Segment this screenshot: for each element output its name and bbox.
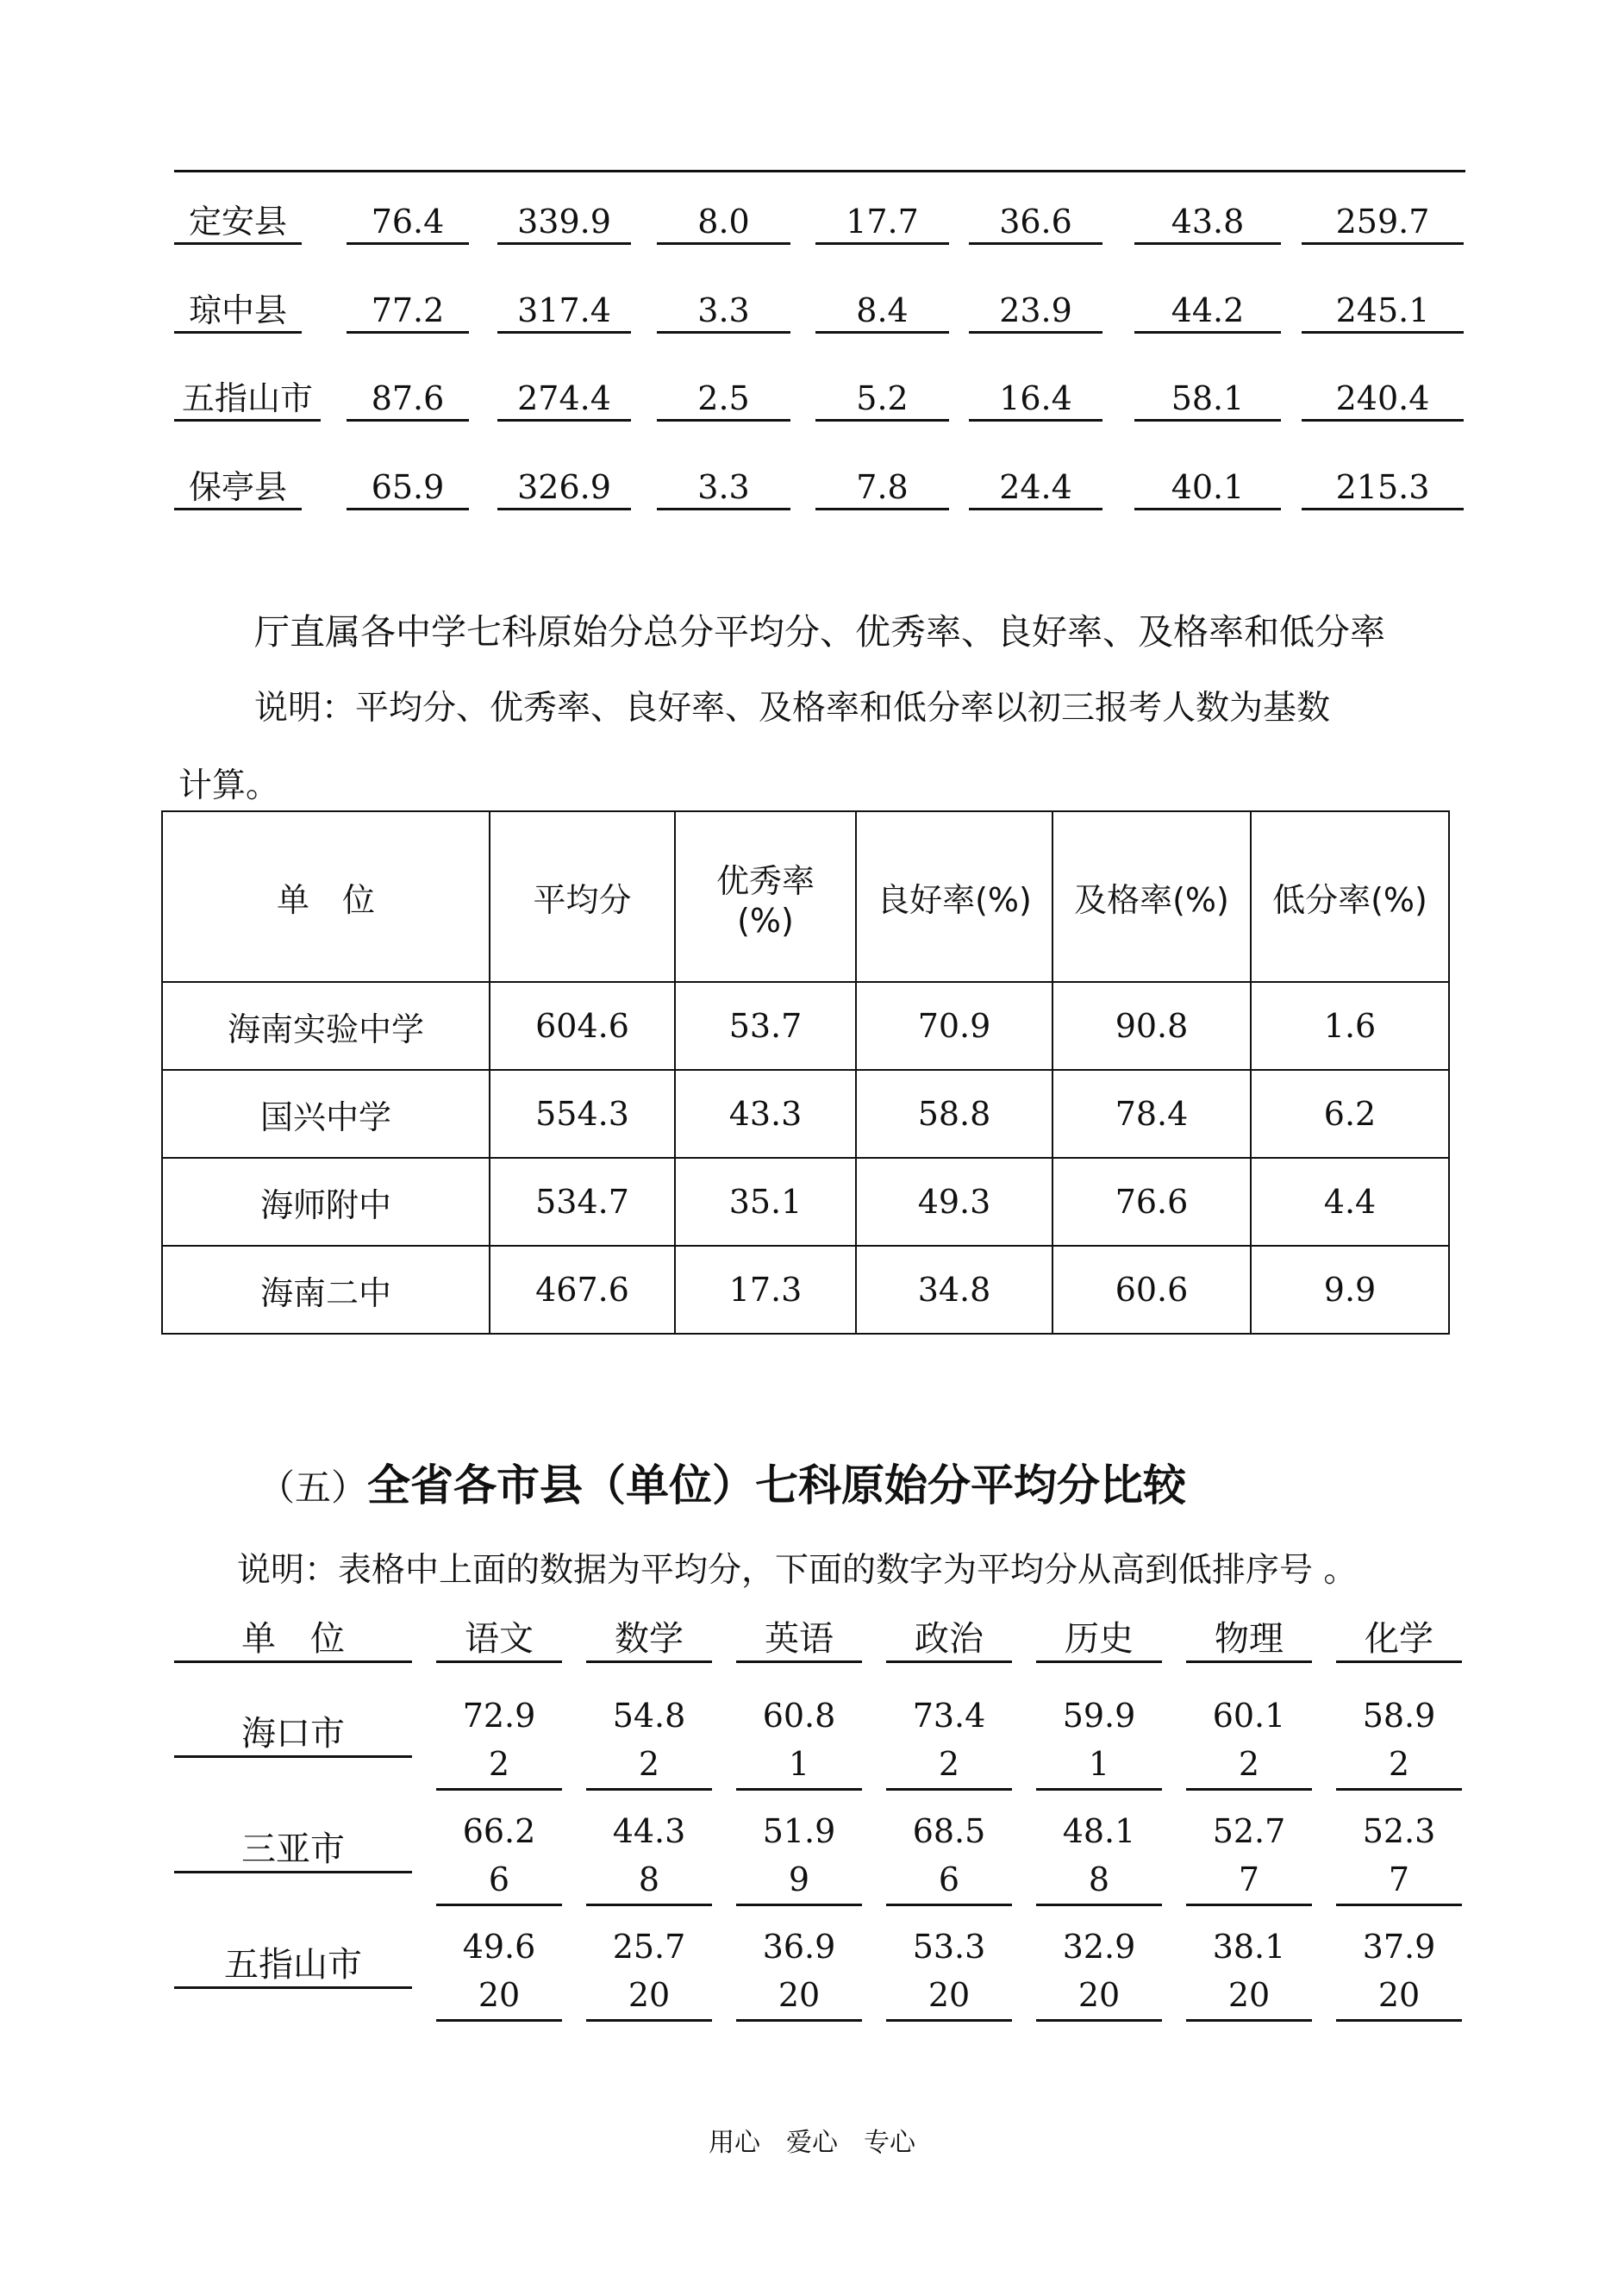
rank-number: 9 [788, 1860, 810, 1898]
comparison-note: 说明：表格中上面的数据为平均分，下面的数字为平均分从高到低排序号 。 [237, 1551, 1358, 1590]
average-score: 53.3 [912, 1928, 986, 1966]
county-value: 87.6 [347, 378, 469, 422]
county-value: 8.4 [815, 290, 949, 334]
table-row [162, 1158, 1449, 1246]
county-value: 339.9 [497, 201, 631, 245]
score-cell [886, 1807, 1012, 1906]
rank-number: 6 [938, 1860, 960, 1898]
table-cell: 53.7 [675, 982, 856, 1070]
rank-number: 20 [1077, 1976, 1121, 2014]
table-cell: 60.6 [1052, 1246, 1251, 1334]
rank-number: 20 [478, 1976, 521, 2014]
average-score: 32.9 [1062, 1928, 1136, 1966]
table-cell: 9.9 [1251, 1246, 1449, 1334]
county-value: 58.1 [1134, 378, 1281, 422]
average-score: 37.9 [1362, 1928, 1436, 1966]
table-cell: 604.6 [490, 982, 675, 1070]
county-value: 65.9 [347, 466, 469, 510]
subject-header: 政治 [886, 1617, 1012, 1663]
subject-header: 数学 [586, 1617, 712, 1663]
rank-number: 7 [1238, 1860, 1260, 1898]
score-cell [1036, 1692, 1162, 1791]
county-value: 2.5 [657, 378, 790, 422]
city-name: 五指山市 [174, 1943, 412, 1989]
average-score: 49.6 [462, 1928, 536, 1966]
county-value: 215.3 [1302, 466, 1464, 510]
county-value: 245.1 [1302, 290, 1464, 334]
county-value: 40.1 [1134, 466, 1281, 510]
rank-number: 2 [638, 1745, 660, 1783]
rank-number: 2 [1388, 1745, 1410, 1783]
table-cell: 1.6 [1251, 982, 1449, 1070]
county-name: 保亭县 [174, 466, 302, 510]
average-score: 66.2 [462, 1812, 536, 1850]
score-cell [1336, 1692, 1462, 1791]
header-pass-rate: 及格率(%) [1052, 811, 1251, 982]
table-cell: 34.8 [856, 1246, 1052, 1334]
county-value: 274.4 [497, 378, 631, 422]
county-value: 7.8 [815, 466, 949, 510]
subject-header: 物理 [1186, 1617, 1312, 1663]
school-name: 海南实验中学 [162, 982, 490, 1070]
average-score: 44.3 [612, 1812, 686, 1850]
score-cell [1186, 1923, 1312, 2022]
rank-number: 2 [938, 1745, 960, 1783]
comparison-title-prefix: （五） [259, 1466, 368, 1509]
header-good-rate: 良好率(%) [856, 811, 1052, 982]
header-excellent-label: 优秀率 [715, 861, 815, 900]
comparison-title-text: 全省各市县（单位）七科原始分平均分比较 [367, 1460, 1187, 1510]
score-cell [1186, 1692, 1312, 1791]
score-cell [586, 1692, 712, 1791]
county-value: 3.3 [657, 290, 790, 334]
header-excellent-rate [675, 811, 856, 982]
school-name: 海南二中 [162, 1246, 490, 1334]
score-cell [886, 1692, 1012, 1791]
rank-number: 20 [1227, 1976, 1271, 2014]
page-footer: 用心 爱心 专心 [709, 2128, 915, 2158]
rank-number: 7 [1388, 1860, 1410, 1898]
rank-number: 20 [778, 1976, 821, 2014]
table-row [162, 1246, 1449, 1334]
average-score: 54.8 [612, 1697, 686, 1735]
rank-number: 20 [628, 1976, 671, 2014]
average-score: 59.9 [1062, 1697, 1136, 1735]
score-cell [736, 1807, 862, 1906]
city-name: 三亚市 [174, 1828, 412, 1873]
county-name: 琼中县 [174, 290, 302, 334]
score-cell [586, 1923, 712, 2022]
school-section-note: 说明：平均分、优秀率、良好率、及格率和低分率以初三报考人数为基数 [254, 689, 1331, 728]
header-low-rate: 低分率(%) [1251, 811, 1449, 982]
county-value: 240.4 [1302, 378, 1464, 422]
county-name: 定安县 [174, 201, 302, 245]
rank-number: 6 [488, 1860, 510, 1898]
header-average: 平均分 [490, 811, 675, 982]
county-value: 16.4 [969, 378, 1102, 422]
city-name: 海口市 [174, 1712, 412, 1758]
county-value: 259.7 [1302, 201, 1464, 245]
county-name: 五指山市 [174, 378, 321, 422]
header-unit: 单 位 [162, 811, 490, 982]
county-value: 76.4 [347, 201, 469, 245]
county-value: 5.2 [815, 378, 949, 422]
table-cell: 58.8 [856, 1070, 1052, 1158]
subject-header: 历史 [1036, 1617, 1162, 1663]
average-score: 52.7 [1212, 1812, 1286, 1850]
school-name: 国兴中学 [162, 1070, 490, 1158]
rank-number: 2 [488, 1745, 510, 1783]
county-value: 8.0 [657, 201, 790, 245]
score-cell [436, 1692, 562, 1791]
county-value: 24.4 [969, 466, 1102, 510]
county-value: 44.2 [1134, 290, 1281, 334]
table-cell: 43.3 [675, 1070, 856, 1158]
average-score: 73.4 [912, 1697, 986, 1735]
average-score: 72.9 [462, 1697, 536, 1735]
table-cell: 4.4 [1251, 1158, 1449, 1246]
county-value: 326.9 [497, 466, 631, 510]
table-cell: 6.2 [1251, 1070, 1449, 1158]
table-cell: 70.9 [856, 982, 1052, 1070]
score-cell [1336, 1807, 1462, 1906]
average-score: 58.9 [1362, 1697, 1436, 1735]
score-cell [886, 1923, 1012, 2022]
score-cell [586, 1807, 712, 1906]
table-cell: 17.3 [675, 1246, 856, 1334]
rank-number: 8 [1088, 1860, 1110, 1898]
county-value: 3.3 [657, 466, 790, 510]
average-score: 60.1 [1212, 1697, 1286, 1735]
score-cell [1186, 1807, 1312, 1906]
rank-number: 20 [1377, 1976, 1421, 2014]
county-value: 17.7 [815, 201, 949, 245]
county-value: 36.6 [969, 201, 1102, 245]
table-cell: 90.8 [1052, 982, 1251, 1070]
top-rule [174, 170, 1465, 172]
score-cell [1036, 1923, 1162, 2022]
comparison-unit-header: 单 位 [174, 1617, 412, 1663]
subject-header: 语文 [436, 1617, 562, 1663]
rank-number: 1 [1088, 1745, 1110, 1783]
subject-header: 英语 [736, 1617, 862, 1663]
score-cell [736, 1923, 862, 2022]
school-name: 海师附中 [162, 1158, 490, 1246]
comparison-title [259, 1451, 1186, 1513]
score-cell [736, 1692, 862, 1791]
county-value: 23.9 [969, 290, 1102, 334]
school-table [161, 810, 1450, 1335]
table-row [162, 982, 1449, 1070]
score-cell [1036, 1807, 1162, 1906]
average-score: 36.9 [762, 1928, 836, 1966]
average-score: 52.3 [1362, 1812, 1436, 1850]
score-cell [436, 1807, 562, 1906]
table-row [162, 1070, 1449, 1158]
average-score: 68.5 [912, 1812, 986, 1850]
county-value: 43.8 [1134, 201, 1281, 245]
score-cell [1336, 1923, 1462, 2022]
table-header-row [162, 811, 1449, 982]
average-score: 60.8 [762, 1697, 836, 1735]
table-cell: 35.1 [675, 1158, 856, 1246]
table-cell: 78.4 [1052, 1070, 1251, 1158]
county-value: 77.2 [347, 290, 469, 334]
table-cell: 76.6 [1052, 1158, 1251, 1246]
average-score: 38.1 [1212, 1928, 1286, 1966]
header-excellent-unit: (%) [737, 901, 794, 940]
average-score: 51.9 [762, 1812, 836, 1850]
school-section-heading: 厅直属各中学七科原始分总分平均分、优秀率、良好率、及格率和低分率 [254, 611, 1385, 653]
rank-number: 1 [788, 1745, 810, 1783]
score-cell [436, 1923, 562, 2022]
table-cell: 534.7 [490, 1158, 675, 1246]
rank-number: 2 [1238, 1745, 1260, 1783]
average-score: 48.1 [1062, 1812, 1136, 1850]
county-value: 317.4 [497, 290, 631, 334]
table-cell: 467.6 [490, 1246, 675, 1334]
table-cell: 49.3 [856, 1158, 1052, 1246]
rank-number: 20 [928, 1976, 971, 2014]
school-section-note-cont: 计算。 [178, 766, 280, 805]
rank-number: 8 [638, 1860, 660, 1898]
table-cell: 554.3 [490, 1070, 675, 1158]
average-score: 25.7 [612, 1928, 686, 1966]
subject-header: 化学 [1336, 1617, 1462, 1663]
